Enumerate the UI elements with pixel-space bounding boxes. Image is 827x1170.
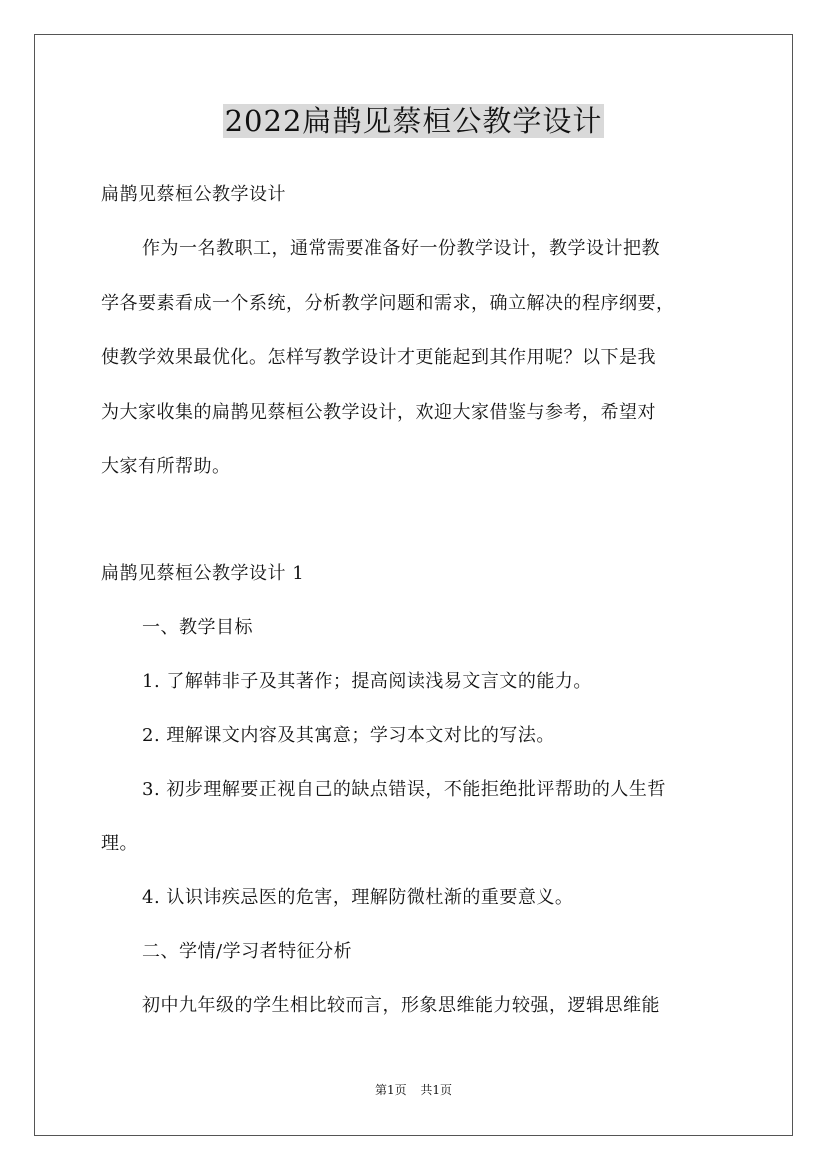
section-heading: 扁鹊见蔡桓公教学设计 1 bbox=[101, 563, 305, 584]
intro-line-5: 大家有所帮助。 bbox=[101, 456, 231, 477]
goal-item-3-cont: 理。 bbox=[101, 833, 138, 854]
page-footer bbox=[0, 1082, 827, 1098]
goal-item-1: 1. 了解韩非子及其著作；提高阅读浅易文言文的能力。 bbox=[142, 671, 592, 692]
goal-item-2: 2. 理解课文内容及其寓意；学习本文对比的写法。 bbox=[142, 725, 555, 746]
page-total: 共1页 bbox=[420, 1083, 453, 1097]
title-text: 2022扁鹊见蔡桓公教学设计 bbox=[224, 104, 603, 138]
intro-line-3: 使教学效果最优化。怎样写教学设计才更能起到其作用呢？以下是我 bbox=[101, 347, 656, 368]
page-number: 第1页 bbox=[374, 1083, 407, 1097]
analysis-text: 初中九年级的学生相比较而言，形象思维能力较强，逻辑思维能 bbox=[142, 995, 660, 1016]
goal-item-3: 3. 初步理解要正视自己的缺点错误，不能拒绝批评帮助的人生哲 bbox=[142, 779, 666, 800]
document-title bbox=[0, 102, 827, 140]
goal-heading: 一、教学目标 bbox=[142, 617, 253, 638]
subtitle: 扁鹊见蔡桓公教学设计 bbox=[101, 184, 286, 205]
intro-line-1: 作为一名教职工，通常需要准备好一份教学设计，教学设计把教 bbox=[142, 238, 660, 259]
analysis-heading: 二、学情/学习者特征分析 bbox=[142, 941, 353, 962]
intro-line-4: 为大家收集的扁鹊见蔡桓公教学设计，欢迎大家借鉴与参考，希望对 bbox=[101, 402, 656, 423]
intro-line-2: 学各要素看成一个系统，分析教学问题和需求，确立解决的程序纲要， bbox=[101, 293, 675, 314]
goal-item-4: 4. 认识讳疾忌医的危害，理解防微杜渐的重要意义。 bbox=[142, 887, 574, 908]
